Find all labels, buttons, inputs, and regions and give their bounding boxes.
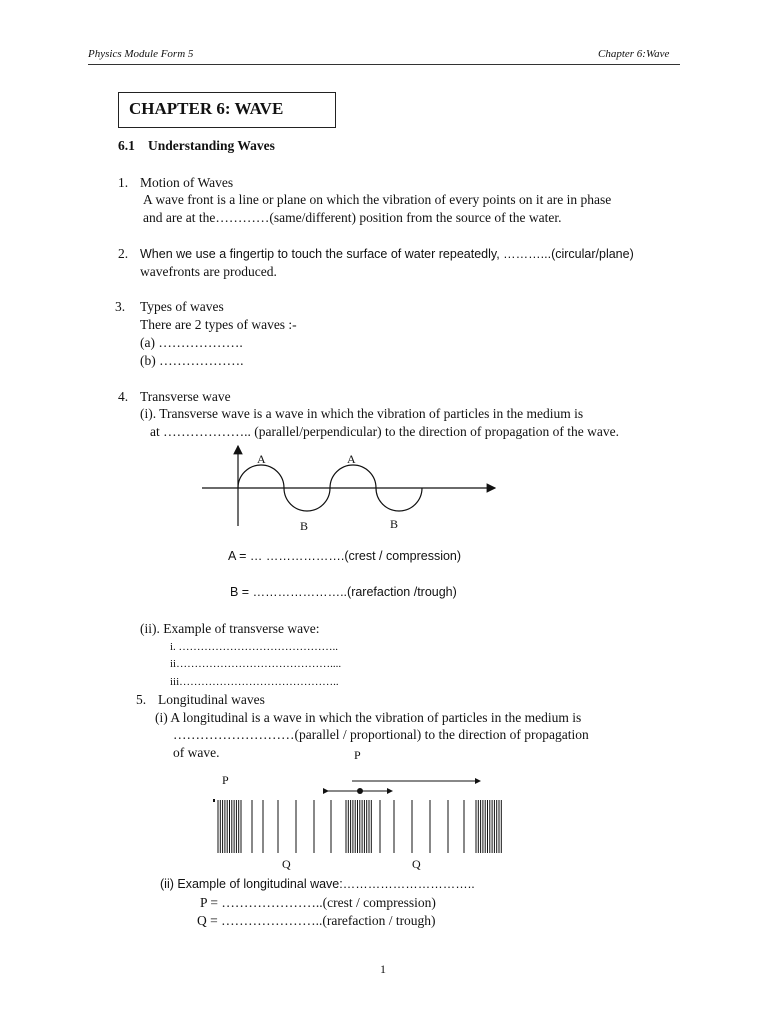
q1-line2: and are at the…………(same/different) position from the source of the water. xyxy=(143,210,562,225)
q4-line1: (i). Transverse wave is a wave in which the vibration of particles in the medium is xyxy=(140,406,584,421)
q4-b-definition: B = …………………..(rarefaction /trough) xyxy=(230,585,457,599)
q5-line2: ………………………(parallel / proportional) to the direction of propagation xyxy=(173,727,589,742)
q4-number: 4. xyxy=(118,389,129,404)
q5-line3: of wave. xyxy=(173,745,220,760)
header-rule xyxy=(88,64,680,65)
header-right: Chapter 6:Wave xyxy=(598,48,670,60)
q4-a-definition: A = … ……………….(crest / compression) xyxy=(228,549,462,563)
q1-title: Motion of Waves xyxy=(140,175,234,190)
q2-line2: wavefronts are produced. xyxy=(140,264,277,279)
trough-label-1: B xyxy=(300,519,309,533)
trough-label-2: B xyxy=(390,517,399,531)
q4-ii-heading: (ii). Example of transverse wave: xyxy=(140,621,320,636)
q5-line1: (i) A longitudinal is a wave in which the vibration of particles in the medium is xyxy=(155,710,582,725)
q-label-2: Q xyxy=(412,857,421,871)
longitudinal-lines xyxy=(218,800,501,853)
crest-label-2: A xyxy=(347,452,356,466)
q1-line1: A wave front is a line or plane on which the vibration of every points on it are in phase xyxy=(143,192,612,207)
longitudinal-wave-diagram xyxy=(200,740,520,880)
section-number: 6.1 xyxy=(118,138,135,153)
q5-title: Longitudinal waves xyxy=(158,692,265,707)
chapter-title-box xyxy=(118,92,336,128)
section-title: Understanding Waves xyxy=(148,138,275,153)
p-label-top: P xyxy=(354,748,361,762)
q4-line2: at ……………….. (parallel/perpendicular) to the direction of propagation of the wave. xyxy=(150,424,619,439)
header-left: Physics Module Form 5 xyxy=(88,48,194,60)
q4-title: Transverse wave xyxy=(140,389,231,404)
page-number: 1 xyxy=(380,962,386,976)
q5-ii-line: (ii) Example of longitudinal wave:………………………….. xyxy=(160,877,475,891)
q4-example-2: ii…………………………………….... xyxy=(170,658,342,670)
p-marker-dot xyxy=(213,799,215,802)
q3-number: 3. xyxy=(115,299,126,314)
p-label-left: P xyxy=(222,773,229,787)
transverse-wave-diagram xyxy=(190,438,510,538)
q2-number: 2. xyxy=(118,246,129,261)
q2-line1: When we use a fingertip to touch the surface of water repeatedly, ………...(circular/plane) xyxy=(140,247,634,261)
q3-line1: There are 2 types of waves :- xyxy=(140,317,297,332)
q5-number: 5. xyxy=(136,692,147,707)
q4-example-1: i. …………………………………….. xyxy=(170,641,339,653)
q3-option-a: (a) ………………. xyxy=(140,335,243,350)
q-label-1: Q xyxy=(282,857,291,871)
crest-label-1: A xyxy=(257,452,266,466)
q4-example-3: iii…………………………………….. xyxy=(170,676,339,688)
particle-dot xyxy=(357,788,363,794)
q3-option-b: (b) ………………. xyxy=(140,353,244,368)
q5-p-definition: P = …………………..(crest / compression) xyxy=(200,895,436,910)
q5-q-definition: Q = …………………..(rarefaction / trough) xyxy=(197,913,436,928)
q1-number: 1. xyxy=(118,175,129,190)
chapter-title: CHAPTER 6: WAVE xyxy=(129,99,284,118)
q3-title: Types of waves xyxy=(140,299,224,314)
